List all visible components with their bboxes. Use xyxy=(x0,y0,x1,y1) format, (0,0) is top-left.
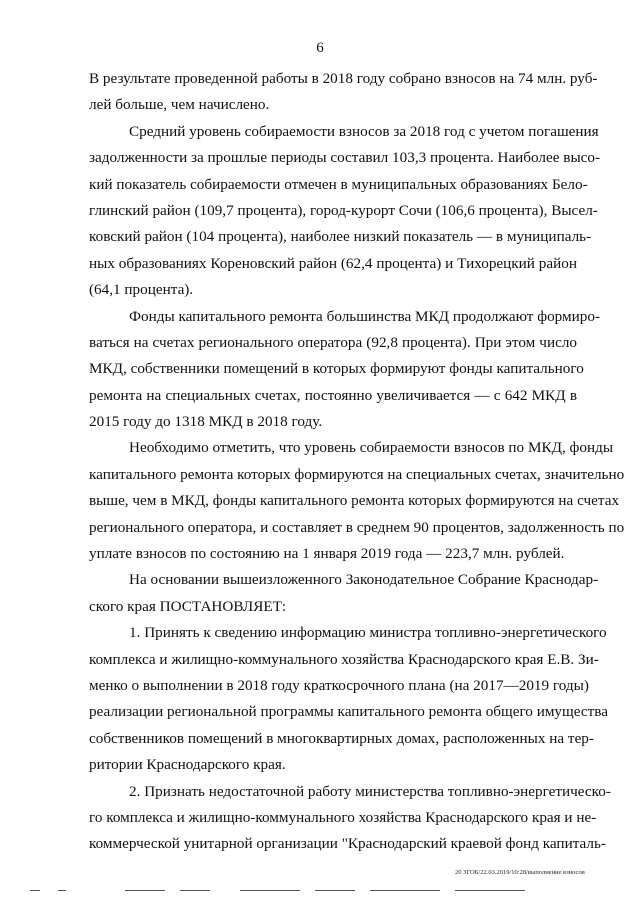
paragraph xyxy=(89,66,598,119)
paragraph xyxy=(89,435,625,567)
text-line: В результате проведенной работы в 2018 году собрано взносов на 74 млн. руб- xyxy=(89,70,598,87)
text-line: комплекса и жилищно-коммунального хозяйства Краснодарского края Е.В. Зи- xyxy=(89,650,599,668)
text-line: Средний уровень собираемости взносов за 2018 год с учетом погашения xyxy=(129,122,599,140)
text-line: 2. Признать недостаточной работу министерства топливно-энергетическо- xyxy=(129,782,611,800)
text-line: капитального ремонта которых формируются на специальных счетах, значительно xyxy=(89,465,625,483)
text-line: 2015 году до 1318 МКД в 2018 году. xyxy=(89,413,323,431)
page-number: 6 xyxy=(316,40,324,56)
text-line: коммерческой унитарной организации "Краснодарский краевой фонд капиталь- xyxy=(89,835,606,853)
text-line: задолженности за прошлые периоды составил 103,3 процента. Наиболее высо- xyxy=(89,149,601,167)
paragraph xyxy=(89,620,608,778)
text-line: ных образованиях Кореновский район (62,4 процента) и Тихорецкий район xyxy=(89,254,577,272)
text-line: выше, чем в МКД, фонды капитального ремонта которых формируются на счетах xyxy=(89,492,620,510)
document-body xyxy=(89,66,625,858)
text-line: ковский район (104 процента), наиболее низкий показатель — в муниципаль- xyxy=(89,228,592,246)
text-line: регионального оператора, и составляет в среднем 90 процентов, задолженность по xyxy=(89,518,625,536)
text-line: МКД, собственники помещений в которых формируют фонды капитального xyxy=(89,360,584,378)
footer-document-code: 20 ЗГОБ/22.03.2019/10:28/выполнение взносов xyxy=(455,869,585,876)
text-line: менко о выполнении в 2018 году краткосрочного плана (на 2017—2019 годы) xyxy=(89,676,589,694)
text-line: ремонта на специальных счетах, постоянно увеличивается — с 642 МКД в xyxy=(89,386,577,404)
paragraph xyxy=(89,567,599,620)
text-line: кий показатель собираемости отмечен в муниципальных образованиях Бело- xyxy=(89,175,588,193)
paragraph xyxy=(89,779,611,858)
text-line: реализации региональной программы капитального ремонта общего имущества xyxy=(89,703,608,721)
paragraph xyxy=(89,304,601,436)
text-line: уплате взносов по состоянию на 1 января 2019 года –– 223,7 млн. рублей. xyxy=(89,545,565,563)
text-line: ваться на счетах регионального оператора (92,8 процента). При этом число xyxy=(89,333,577,351)
paragraph xyxy=(89,119,601,304)
text-line: (64,1 процента). xyxy=(89,281,194,299)
text-line: На основании вышеизложенного Законодательное Собрание Краснодар- xyxy=(129,571,599,589)
text-line: лей больше, чем начислено. xyxy=(89,96,270,114)
text-line: ритории Краснодарского края. xyxy=(89,756,286,774)
scan-artifact-line xyxy=(30,890,530,896)
text-line: глинский район (109,7 процента), город-курорт Сочи (106,6 процента), Высел- xyxy=(89,201,598,219)
text-line: го комплекса и жилищно-коммунального хозяйства Краснодарского края и не- xyxy=(89,808,597,826)
text-line: Фонды капитального ремонта большинства МКД продолжают формиро- xyxy=(129,307,601,325)
text-line: Необходимо отметить, что уровень собираемости взносов по МКД, фонды xyxy=(129,439,614,457)
text-line: ского края ПОСТАНОВЛЯЕТ: xyxy=(89,597,287,615)
text-line: собственников помещений в многоквартирных домах, расположенных на тер- xyxy=(89,729,594,747)
text-line: 1. Принять к сведению информацию министра топливно-энергетического xyxy=(129,624,607,642)
